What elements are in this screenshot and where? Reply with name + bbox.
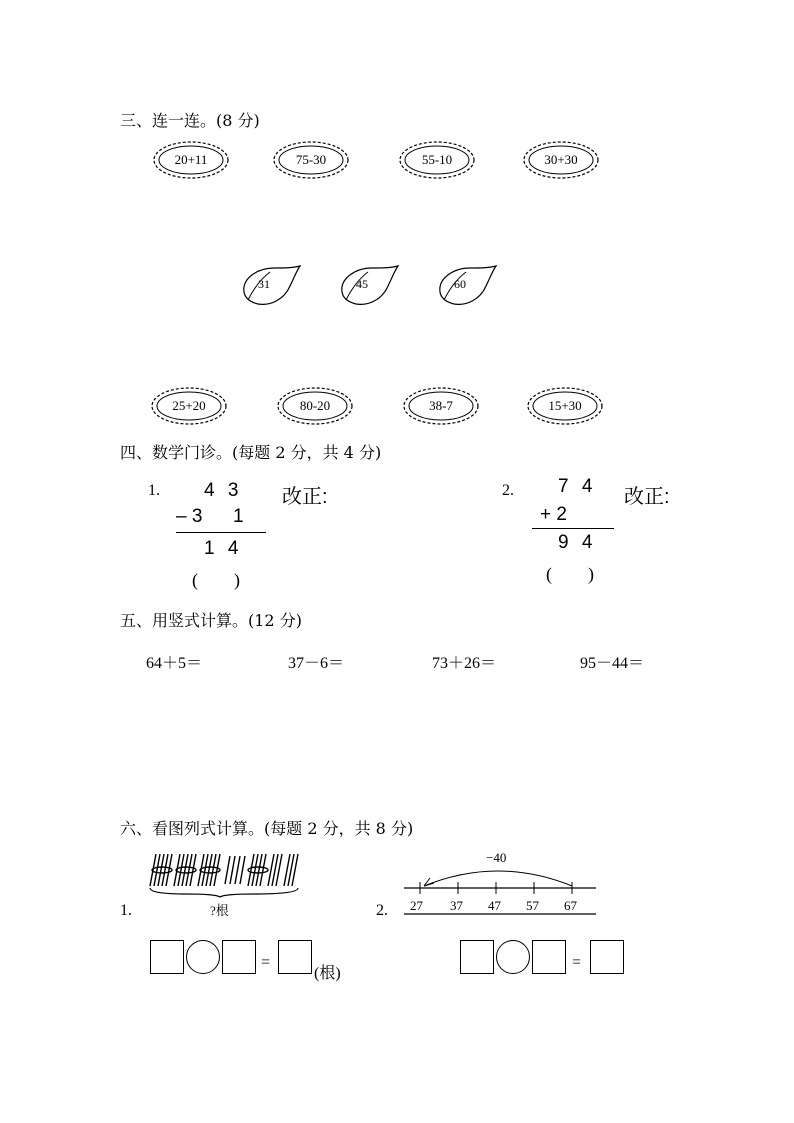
problem1-number: 1.	[148, 482, 160, 499]
answer-box[interactable]	[278, 940, 312, 974]
expr-oval[interactable]	[150, 386, 228, 426]
s6-problem2-number: 2.	[376, 902, 388, 919]
brace-label: ?根	[210, 903, 229, 918]
problem2-judgement[interactable]: ( )	[546, 564, 594, 584]
equals-sign: =	[572, 954, 582, 971]
tick-label: 57	[526, 898, 539, 913]
leaf-label: 45	[356, 277, 368, 291]
section3-heading: 三、连一连。(8 分)	[120, 111, 260, 130]
section6-heading: 六、看图列式计算。(每题 2 分，共 8 分)	[120, 819, 414, 838]
section4-heading: 四、数学门诊。(每题 2 分，共 4 分)	[120, 443, 382, 462]
problem1-rule	[176, 532, 266, 533]
expr-oval[interactable]	[398, 140, 476, 180]
sticks-bundles-icon	[146, 848, 306, 898]
problem1-operand: – 3	[176, 506, 203, 527]
equals-sign: =	[261, 954, 271, 971]
problem2-top: 7 4	[558, 476, 597, 497]
expr-label: 15+30	[548, 398, 582, 413]
answer-box[interactable]	[460, 940, 494, 974]
operator-circle[interactable]	[186, 940, 220, 974]
expr-oval[interactable]	[152, 140, 230, 180]
vertical-calc-item: 95－44＝	[580, 655, 645, 672]
leaf-answer[interactable]	[240, 264, 304, 308]
leaf-answer[interactable]	[338, 264, 402, 308]
expr-label: 20+11	[174, 152, 208, 167]
answer-box[interactable]	[532, 940, 566, 974]
leaf-label: 60	[454, 277, 466, 291]
problem1-top: 4 3	[204, 480, 243, 501]
vertical-calc-item: 73＋26＝	[432, 655, 497, 672]
tick-label: 37	[450, 898, 463, 913]
problem2-rule	[532, 528, 614, 529]
leaf-icon	[338, 264, 402, 308]
expr-label: 30+30	[544, 152, 578, 167]
expr-oval[interactable]	[526, 386, 604, 426]
answer-box[interactable]	[150, 940, 184, 974]
leaf-icon	[240, 264, 304, 308]
problem2-result: 9 4	[558, 532, 597, 553]
problem1-result: 1 4	[204, 538, 243, 559]
leaf-label: 31	[258, 277, 270, 291]
expr-label: 55-10	[421, 152, 453, 167]
expr-label: 38-7	[429, 398, 453, 413]
section5-heading: 五、用竖式计算。(12 分)	[120, 611, 302, 630]
tick-label: 67	[564, 898, 577, 913]
answer-box[interactable]	[590, 940, 624, 974]
tick-label: 27	[410, 898, 423, 913]
expr-oval[interactable]	[272, 140, 350, 180]
expr-oval[interactable]	[402, 386, 480, 426]
vertical-calc-item: 64＋5＝	[146, 655, 203, 672]
problem2-correction-label: 改正:	[624, 486, 670, 508]
problem1-correction-label: 改正:	[282, 486, 328, 508]
expr-label: 75-30	[295, 152, 327, 167]
problem1-operand-ones: 1	[233, 506, 244, 527]
expr-oval[interactable]	[276, 386, 354, 426]
answer-box[interactable]	[222, 940, 256, 974]
s6-problem1-number: 1.	[120, 902, 132, 919]
problem2-number: 2.	[502, 482, 514, 499]
problem2-operand: + 2	[540, 504, 567, 525]
vertical-calc-item: 37－6＝	[288, 655, 345, 672]
expr-label: 25+20	[172, 398, 206, 413]
tick-label: 47	[488, 898, 501, 913]
leaf-icon	[436, 264, 500, 308]
operator-circle[interactable]	[496, 940, 530, 974]
arc-label: −40	[486, 850, 507, 865]
leaf-answer[interactable]	[436, 264, 500, 308]
problem1-judgement[interactable]: ( )	[192, 570, 240, 590]
expr-label: 80-20	[299, 398, 331, 413]
expr-oval[interactable]	[522, 140, 600, 180]
unit-label: (根)	[314, 965, 341, 982]
